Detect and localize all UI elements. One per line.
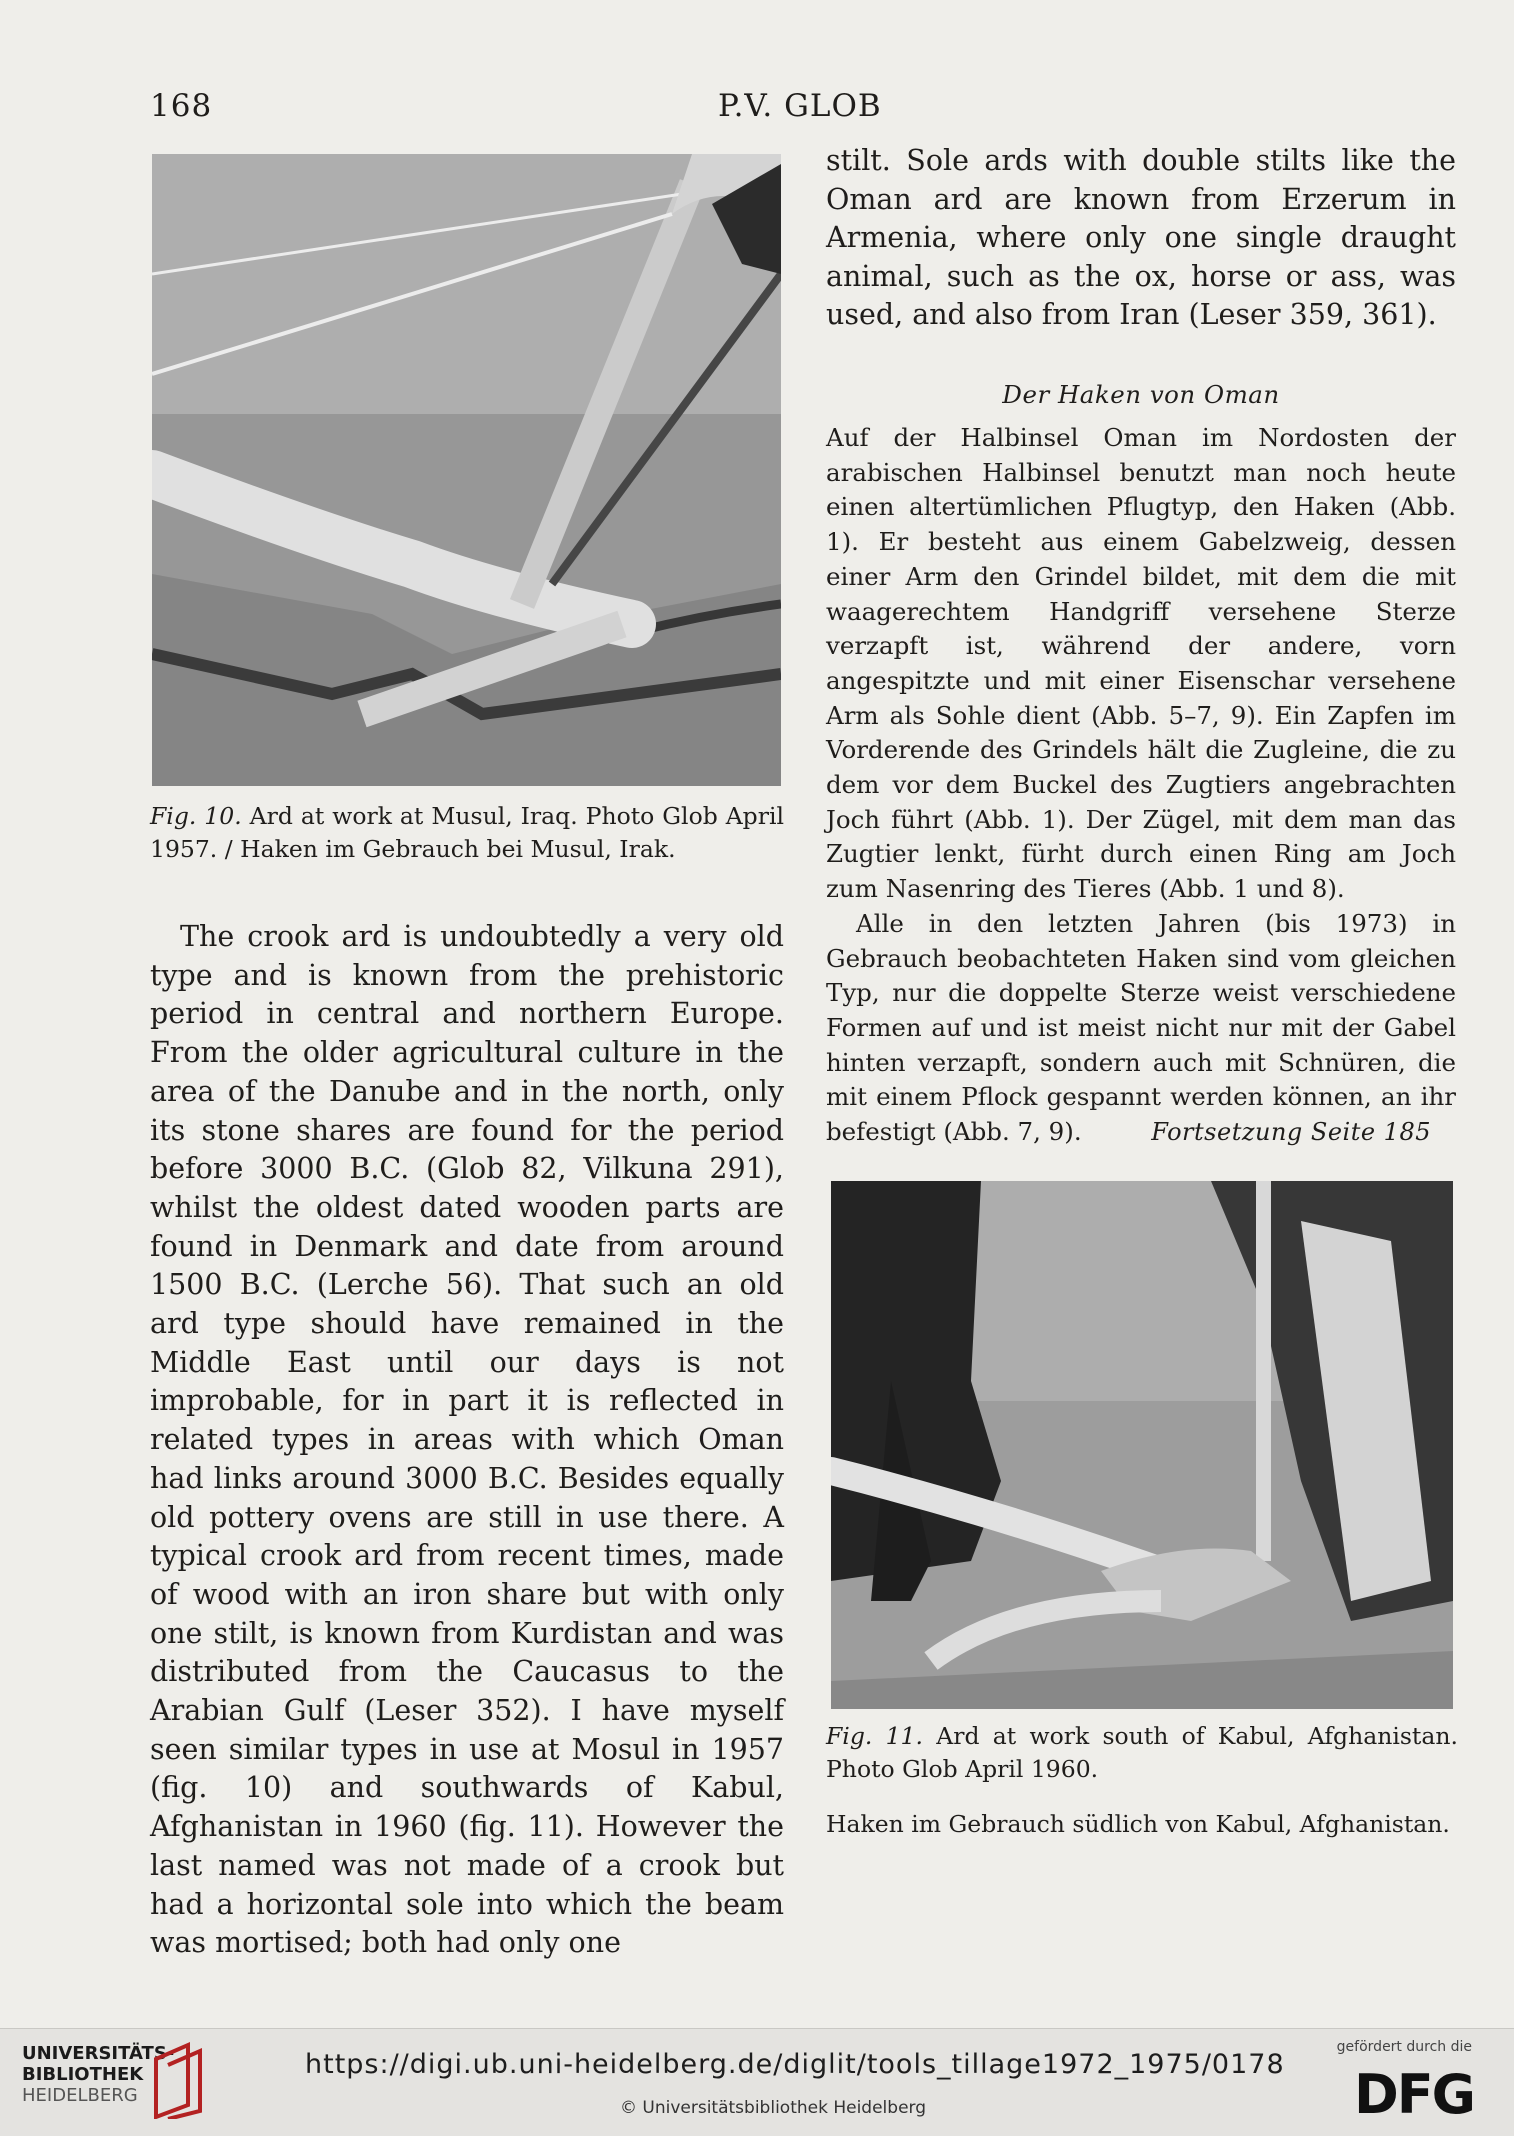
figure-10-label: Fig. 10. (150, 802, 242, 830)
continuation-note: Fortsetzung Seite 185 (1151, 1118, 1431, 1146)
document-url-link[interactable]: https://digi.ub.uni-heidelberg.de/diglit/tools_tillage1972_1975/0178 (305, 2049, 1285, 2080)
library-line-3: HEIDELBERG (22, 2085, 138, 2106)
library-line-1: UNIVERSITÄTS- (22, 2043, 175, 2064)
german-section-title: Der Haken von Oman (1002, 380, 1280, 409)
figure-11-caption-text: Ard at work south of Kabul, Afghanistan. Photo Glob April 1960. (826, 1722, 1458, 1783)
figure-11-german-caption: Haken im Gebrauch südlich von Kabul, Afghanistan. (826, 1810, 1450, 1838)
figure-10-caption (150, 800, 784, 866)
german-paragraph-1: Auf der Halbinsel Oman im Nordosten der arabischen Halbinsel benutzt man noch heute einen altertümlichen Pflugtyp, den Haken (Abb. 1). Er besteht aus einem Gabelzweig, dessen einer Arm den Grindel bildet, mit dem die mit waagerechtem Handgriff versehene Sterze verzapft ist, während der andere, vorn angespitzte und mit einer Eisenschar versehene Arm als Sohle dient (Abb. 5–7, 9). Ein Zapfen im Vorderende des Grindels hält die Zugleine, die zu dem vor dem Buckel des Zugtiers angebrachten Joch führt (Abb. 1). Der Zügel, mit dem man das Zugtier lenkt, fürht durch einen Ring am Joch zum Nasenring des Tieres (Abb. 1 und 8). (826, 423, 1456, 904)
figure-10-photo (152, 154, 781, 786)
page-number: 168 (150, 88, 213, 124)
dfg-logo: DFG (1353, 2063, 1474, 2126)
figure-10-caption-text: Ard at work at Musul, Iraq. Photo Glob April 1957. / Haken im Gebrauch bei Musul, Irak. (150, 802, 784, 863)
footer-bar (0, 2028, 1514, 2136)
running-title: P.V. GLOB (718, 88, 882, 124)
figure-11-photo (831, 1181, 1453, 1709)
german-paragraph-2: Alle in den letzten Jahren (bis 1973) in Gebrauch beobachteten Haken sind vom gleichen Typ, nur die doppelte Sterze weist verschiedene Formen auf und ist meist nicht nur mit der Gabel hinten verzapft, sondern auch mit Schnüren, die mit einem Pflock gespannt werden können, an ihr befestigt (Abb. 7, 9). (826, 908, 1456, 1147)
funding-note: gefördert durch die (1336, 2039, 1472, 2055)
figure-11-label: Fig. 11. (826, 1722, 923, 1750)
copyright-notice: © Universitätsbibliothek Heidelberg (620, 2098, 927, 2118)
figure-11-caption (826, 1720, 1458, 1786)
library-logo-icon (148, 2039, 210, 2119)
library-line-2: BIBLIOTHEK (22, 2064, 144, 2085)
english-text-left: The crook ard is undoubtedly a very old type and is known from the prehistoric period in central and northern Europe. From the older agricultural culture in the area of the Danube and in the north, only its stone shares are found for the period before 3000 B.C. (Glob 82, Vilkuna 291), whilst the oldest dated wooden parts are found in Denmark and date from around 1500 B.C. (Lerche 56). That such an old ard type should have remained in the Middle East until our days is not improbable, for in part it is reflected in related types in areas with which Oman had links around 3000 B.C. Besides equally old pottery ovens are still in use there. A typical crook ard from recent times, made of wood with an iron share but with only one stilt, is known from Kurdistan and was distributed from the Caucasus to the Arabian Gulf (Leser 352). I have myself seen similar types in use at Mosul in 1957 (fig. 10) and southwards of Kabul, Afghanistan in 1960 (fig. 11). However the last named was not made of a crook but had a horizontal sole into which the beam was mortised; both had only one (150, 920, 784, 1960)
german-text (826, 421, 1456, 1150)
english-text-right: stilt. Sole ards with double stilts like the Oman ard are known from Erzerum in Armenia, where only one single draught animal, such as the ox, horse or ass, was used, and also from Iran (Leser 359, 361). (826, 144, 1456, 331)
